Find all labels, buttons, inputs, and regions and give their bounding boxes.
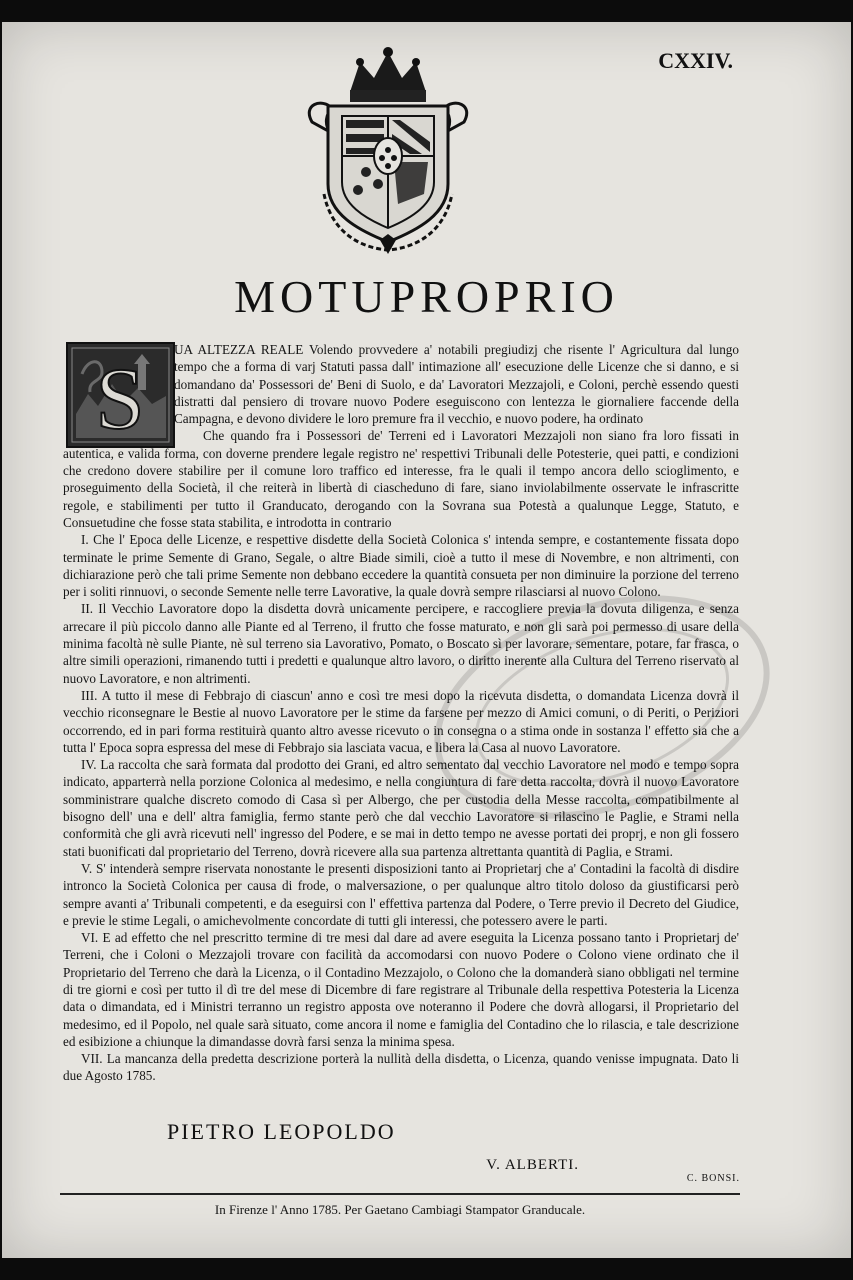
ordinance-paragraph: Che quando fra i Possessori de' Terreni ed i Lavoratori Mezzajoli non siano fra loro fissati in autentica, e valida forma, con doverne prendere legale registro ne' respettivi Tribunali delle Potesterie, quei patti, e condizioni che credono dovere stabilire per il comune loro traffico ed interesse, fra le quali il tempo ancora dello scioglimento, e proseguimento della Società, il che reiterà in libertà di ciascheduno di fare, siano inviolabilmente osservate le infrascritte regole, e stabilimenti per tutto il Granducato, derogando con la Sovrana sua Potestà a qualunque Legge, Statuto, e Consuetudine che fosse stata stabilita, e introdotta in contrario (63, 428, 739, 530)
coat-of-arms-icon (302, 44, 474, 254)
article-2: II. Il Vecchio Lavoratore dopo la disdetta dovrà unicamente percipere, e raccogliere previa la dovuta diligenza, e senza arrecare il più piccolo danno alle Piante ed al Terreno, il frutto che fosse maturato, e non gli sarà poi permesso di usare della minima facoltà nè sulle Piante, nè sul terreno sia Lavorativo, Pomato, o Boscato sì per lavorare, sementare, potare, far frasca, o altre simili operazioni, rimanendo tutti i predetti e qualunque altro lavoro, o diritto inerente alla Cultura del Terreno riservato al nuovo Lavoratore, e non altrimenti. (63, 601, 739, 686)
signature-secretary: V. ALBERTI. (486, 1157, 579, 1173)
signature-sovereign: PIETRO LEOPOLDO (167, 1119, 396, 1144)
article-7: VII. La mancanza della predetta descrizione porterà la nullità della disdetta, o Licenza, quando venisse impugnata. Dato li due Agosto 1785. (63, 1051, 739, 1084)
printer-colophon: In Firenze l' Anno 1785. Per Gaetano Cambiagi Stampator Granducale. (214, 1202, 586, 1217)
document-number: CXXIV. (658, 48, 733, 73)
photo-frame-border (0, 1258, 853, 1280)
article-6: VI. E ad effetto che nel prescritto termine di tre mesi dal dare ad avere eseguita la Licenza possano tanto i Proprietarj de' Terreni, che i Coloni o Mezzajoli trovare con facilità da accomodarsi con nuovo Podere o Colono viene ordinato che il Proprietario del Terreno che darà la Licenza, o il Contadino Mezzajolo, o Colono che la domanderà siano obbligati nel termine di tre giorni e così per tutto il dì tre del mese di Dicembre di fare registrare al Tribunale della respettiva Potesteria la Licenza data o dimandata, ed i Ministri terranno un registro apposta ove noteranno il Podere che dovrà allogarsi, il Proprietario del medesimo, ed il Popolo, nel quale sarà situato, come ancora il nome e famiglia del Contadino che lo rilascia, e tale descrizione ed esibizione a chiunque la dimandasse dovrà farsi senza la minima spesa. (63, 930, 739, 1049)
footer-divider (60, 1193, 740, 1195)
article-4: IV. La raccolta che sarà formata dal prodotto dei Grani, ed altro sementato dal vecchio Lavoratore nel modo e tempo sopra indicato, apparterrà nella porzione Colonica al medesimo, e nella congiuntura di fare detta raccolta, dovrà il nuovo Lavoratore somministrare qualche discreto comodo di Casa sì per Albergo, che per custodia della Messe raccolta, compatibilmente al bisogno dell' una e dell' altra famiglia, fermo stante però che dal vecchio Lavoratore si rilascino le Paglie, e Strami nella conformità che gli avrà ricevuti nell' ingresso del Podere, e se mai in detto tempo ne avesse portati dei proprj, e non gli fossero stati buonificati dal proprietario del Terreno, dovrà ricevere alla sua partenza altrettanta quantità di Paglia, e Strami. (63, 757, 739, 859)
article-1: I. Che l' Epoca delle Licenze, e respettive disdette della Società Colonica s' intenda sempre, e costantemente fissata dopo terminate le prime Semente di Grano, Segale, o altre Biade simili, cioè a tutto il mese di Novembre, e non altrimenti, con dichiarazione però che tali prime Semente non debbano eccedere la quantità consueta per non diminuire la porzione del terreno per i soliti rinnuovi, o seconde Semente nelle terre Lavorative, la quale dovrà sempre rilasciarsi al nuovo Colono. (63, 532, 739, 600)
article-5: V. S' intenderà sempre riservata nonostante le presenti disposizioni tanto ai Proprietarj che a' Contadini la facoltà di disdire intronco la Società Colonica per causa di frode, o malversazione, o per qualunque altro titolo doloso da giustificarsi però sempre avanti a' Tribunali competenti, e da eseguirsi con l' effettiva partenza dal Podere, o Terre previo il Decreto del Giudice, e previe le stime Legali, o amichevolmente concordate di tutti gli interessi, che potessero avere le parti. (63, 860, 739, 928)
svg-text:S: S (95, 351, 145, 448)
document-page (2, 22, 851, 1258)
document-body (63, 341, 739, 1085)
opening-paragraph: UA ALTEZZA REALE Volendo provvedere a' notabili pregiudizj che risente l' Agricultura dal lungo tempo che a forma di varj Statuti passa dall' intimazione all' esecuzione delle Licenze che si danno, e si domandano da' Possessori de' Beni di Suolo, e da' Lavoratori Mezzajoli, e Coloni, perchè essendo questi distratti dal pensiero di trovare nuovo Podere eseguiscono con lentezza le giornaliere faccende della Campagna, e devono dividere le loro premure fra il vecchio, e nuovo podere, ha ordinato (174, 342, 739, 427)
article-3: III. A tutto il mese di Febbrajo di ciascun' anno e così tre mesi dopo la ricevuta disdetta, o domandata Licenza dovrà il vecchio riconsegnare le Bestie al nuovo Lavoratore per le stime da farsene per mezzo di Amici comuni, o di Periti, o Periziori occorrendo, ed in pari forma restituirà quanto altro avesse ricevuto o in consegna o a stima onde in sostanza l' effetto sia che a tutta l' Epoca sopra espressa del mese di Febbrajo sia lasciata vacua, e libera la Casa al nuovo Lavoratore. (63, 687, 739, 755)
signature-countersign: C. BONSI. (686, 1173, 740, 1184)
document-title: MOTUPROPRIO (234, 271, 619, 322)
